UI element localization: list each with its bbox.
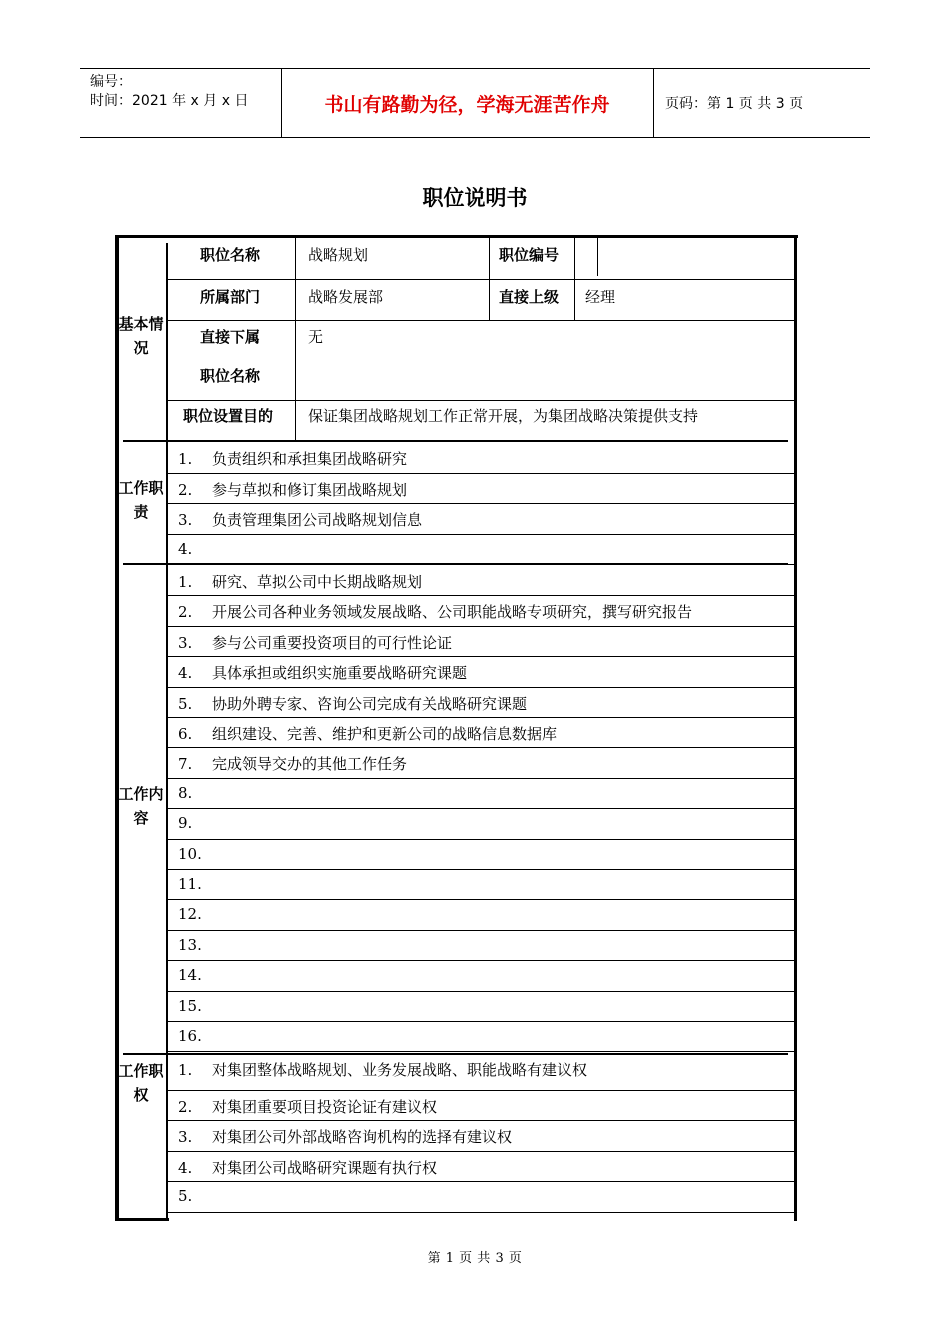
row-divider bbox=[168, 1021, 794, 1022]
list-item-number: 4. bbox=[178, 664, 193, 683]
header-divider bbox=[653, 69, 654, 137]
list-item-number: 1. bbox=[178, 450, 193, 468]
section-authority: 工作职权 bbox=[118, 1062, 164, 1104]
list-item-number: 3. bbox=[178, 511, 193, 529]
list-item bbox=[178, 1027, 212, 1045]
list-item-number: 1. bbox=[178, 1061, 193, 1079]
position-name-value: 战略规划 bbox=[308, 246, 369, 264]
row-divider bbox=[168, 1181, 794, 1182]
row-divider bbox=[168, 1090, 794, 1091]
list-item bbox=[178, 814, 212, 832]
list-item-number: 9. bbox=[178, 814, 193, 833]
document-time-label: 时间：2021 年 x 月 x 日 bbox=[90, 93, 249, 109]
list-item bbox=[178, 723, 557, 744]
list-item-number: 2. bbox=[178, 603, 193, 622]
list-item-text: 对集团重要项目投资论证有建议权 bbox=[212, 1097, 438, 1116]
row-divider bbox=[168, 991, 794, 992]
list-item-text: 协助外聘专家、咨询公司完成有关战略研究课题 bbox=[212, 694, 528, 713]
cell-divider bbox=[295, 238, 296, 441]
table-border bbox=[794, 235, 797, 1221]
row-divider bbox=[168, 400, 794, 401]
section-work-content: 工作内容 bbox=[118, 785, 164, 827]
table-border bbox=[115, 1218, 169, 1221]
row-divider bbox=[168, 320, 794, 321]
subordinate-position-label: 职位名称 bbox=[200, 367, 261, 385]
list-item bbox=[178, 1187, 212, 1205]
list-item bbox=[178, 1126, 512, 1147]
list-item-text: 参与草拟和修订集团战略规划 bbox=[212, 480, 408, 499]
list-item bbox=[178, 966, 212, 984]
supervisor-value: 经理 bbox=[585, 288, 616, 306]
row-divider bbox=[168, 473, 794, 474]
position-number-label: 职位编号 bbox=[499, 246, 560, 264]
list-item-number: 13. bbox=[178, 935, 202, 954]
list-item-number: 4. bbox=[178, 539, 193, 558]
list-item bbox=[178, 1059, 587, 1080]
list-item-number: 5. bbox=[178, 1187, 193, 1205]
list-item bbox=[178, 509, 422, 530]
list-item-text: 开展公司各种业务领域发展战略、公司职能战略专项研究，撰写研究报告 bbox=[212, 603, 693, 622]
list-item bbox=[178, 479, 407, 500]
row-divider bbox=[168, 869, 794, 870]
list-item bbox=[178, 936, 212, 954]
list-item-text: 负责管理集团公司战略规划信息 bbox=[212, 511, 423, 529]
section-divider bbox=[123, 563, 788, 565]
list-item-number: 6. bbox=[178, 725, 193, 743]
header-page-label: 页码：第 1 页 共 3 页 bbox=[665, 96, 804, 112]
list-item bbox=[178, 601, 692, 622]
list-item-number: 11. bbox=[178, 875, 202, 893]
section-basic-info: 基本情况 bbox=[118, 315, 164, 357]
list-item-text: 对集团公司外部战略咨询机构的选择有建议权 bbox=[212, 1128, 513, 1146]
cell-divider bbox=[489, 238, 490, 320]
list-item bbox=[178, 905, 212, 923]
list-item-number: 3. bbox=[178, 1128, 193, 1146]
job-description-table bbox=[115, 235, 798, 1221]
list-item bbox=[178, 1096, 437, 1117]
row-divider bbox=[168, 534, 794, 535]
list-item bbox=[178, 662, 467, 683]
list-item bbox=[178, 753, 407, 774]
list-item-text: 完成领导交办的其他工作任务 bbox=[212, 755, 408, 774]
list-item-number: 8. bbox=[178, 783, 193, 802]
department-label: 所属部门 bbox=[200, 288, 261, 306]
row-divider bbox=[168, 960, 794, 961]
row-divider bbox=[168, 279, 794, 280]
row-divider bbox=[168, 1212, 794, 1213]
list-item-number: 10. bbox=[178, 844, 202, 863]
list-item bbox=[178, 448, 407, 469]
list-item-text: 参与公司重要投资项目的可行性论证 bbox=[212, 633, 453, 652]
position-name-label: 职位名称 bbox=[200, 246, 261, 264]
list-item-number: 2. bbox=[178, 480, 193, 499]
header-motto: 书山有路勤为径，学海无涯苦作舟 bbox=[324, 93, 610, 116]
list-item-number: 2. bbox=[178, 1097, 193, 1116]
subordinate-label: 直接下属 bbox=[200, 328, 261, 346]
purpose-label: 职位设置目的 bbox=[183, 407, 274, 425]
department-value: 战略发展部 bbox=[308, 288, 384, 306]
list-item-number: 5. bbox=[178, 694, 193, 713]
list-item-number: 12. bbox=[178, 905, 202, 924]
page-footer: 第 1 页 共 3 页 bbox=[427, 1251, 523, 1266]
cell-divider bbox=[597, 238, 598, 276]
row-divider bbox=[168, 747, 794, 748]
row-divider bbox=[168, 1120, 794, 1121]
list-item-text: 研究、草拟公司中长期战略规划 bbox=[212, 573, 423, 591]
row-divider bbox=[168, 899, 794, 900]
list-item-text: 对集团整体战略规划、业务发展战略、职能战略有建议权 bbox=[212, 1061, 588, 1079]
row-divider bbox=[168, 656, 794, 657]
document-number-label: 编号： bbox=[90, 74, 132, 90]
section-divider bbox=[123, 1053, 788, 1055]
row-divider bbox=[168, 687, 794, 688]
header-meta bbox=[90, 73, 248, 111]
row-divider bbox=[168, 626, 794, 627]
list-item bbox=[178, 1157, 437, 1178]
list-item bbox=[178, 845, 212, 863]
list-item-number: 3. bbox=[178, 633, 193, 652]
cell-divider bbox=[574, 238, 575, 320]
row-divider bbox=[168, 595, 794, 596]
list-item bbox=[178, 784, 212, 802]
row-divider bbox=[168, 503, 794, 504]
list-item bbox=[178, 540, 212, 558]
list-item-number: 14. bbox=[178, 966, 202, 985]
row-divider bbox=[168, 930, 794, 931]
list-item-number: 1. bbox=[178, 573, 193, 591]
list-item-text: 组织建设、完善、维护和更新公司的战略信息数据库 bbox=[212, 725, 558, 743]
list-item-text: 负责组织和承担集团战略研究 bbox=[212, 450, 408, 468]
list-item-number: 16. bbox=[178, 1027, 202, 1045]
list-item-number: 15. bbox=[178, 996, 202, 1015]
page-header bbox=[80, 68, 870, 138]
row-divider bbox=[168, 808, 794, 809]
list-item-number: 4. bbox=[178, 1158, 193, 1177]
row-divider bbox=[168, 1151, 794, 1152]
list-item bbox=[178, 875, 212, 893]
section-divider bbox=[123, 440, 788, 442]
list-item-text: 对集团公司战略研究课题有执行权 bbox=[212, 1158, 438, 1177]
list-item-text: 具体承担或组织实施重要战略研究课题 bbox=[212, 664, 468, 683]
supervisor-label: 直接上级 bbox=[499, 288, 560, 306]
subordinate-value: 无 bbox=[308, 328, 324, 346]
row-divider bbox=[168, 717, 794, 718]
purpose-value: 保证集团战略规划工作正常开展，为集团战略决策提供支持 bbox=[308, 407, 699, 425]
document-title: 职位说明书 bbox=[422, 186, 528, 210]
table-border bbox=[115, 235, 798, 238]
list-item bbox=[178, 632, 452, 653]
list-item bbox=[178, 997, 212, 1015]
row-divider bbox=[168, 839, 794, 840]
row-divider bbox=[168, 778, 794, 779]
list-item bbox=[178, 571, 422, 592]
list-item-number: 7. bbox=[178, 755, 193, 774]
list-item bbox=[178, 693, 527, 714]
section-duties: 工作职责 bbox=[118, 479, 164, 521]
